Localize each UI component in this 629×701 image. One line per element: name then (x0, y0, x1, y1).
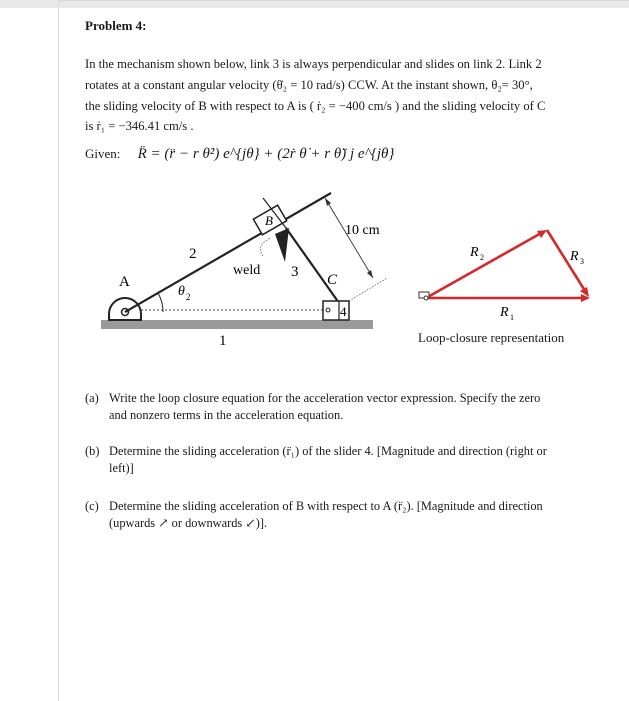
theta-arc (158, 293, 163, 312)
question-a-line-1: Write the loop closure equation for the acceleration vector expression. Specify the zero (109, 391, 541, 405)
ground (101, 320, 373, 329)
dimension-extension (349, 278, 387, 301)
weld-wedge (275, 228, 289, 262)
problem-title: Problem 4: (85, 18, 147, 33)
label-r2: R (470, 245, 479, 260)
question-c-line-1: Determine the sliding acceleration of B with respect to A (r̈₂). [Magnitude and direction (109, 499, 543, 513)
question-a-line-2: and nonzero terms in the acceleration equation. (109, 408, 344, 422)
question-c (85, 498, 615, 532)
label-dimension: 10 cm (345, 223, 380, 238)
given-equation-row (85, 146, 394, 163)
label-r1-sub: 1 (510, 313, 514, 322)
question-c-line-2: (upwards ↗ or downwards ↙)]. (109, 516, 268, 530)
loop-closure-caption: Loop-closure representation (418, 330, 565, 345)
link-2 (125, 193, 331, 312)
dimension-arrow-top (325, 198, 331, 206)
question-c-label: (c) (85, 499, 99, 513)
label-link-2: 2 (189, 246, 197, 262)
problem-statement (85, 54, 605, 137)
statement-line-1: In the mechanism shown below, link 3 is always perpendicular and slides on link 2. Link 2 (85, 57, 542, 71)
label-link-4: 4 (340, 304, 347, 319)
label-link-3: 3 (291, 264, 299, 280)
dimension-arrow-bottom (367, 270, 373, 278)
weld-leader (260, 238, 271, 256)
statement-line-2: rotates at a constant angular velocity (θ̇₂ = 10 rad/s) CCW. At the instant shown, θ₂= 30°, (85, 77, 533, 92)
label-theta: θ (178, 284, 185, 299)
label-link-1: 1 (219, 333, 227, 349)
vector-r2 (426, 232, 543, 298)
label-r1: R (500, 305, 509, 320)
label-a: A (119, 274, 130, 290)
question-b-line-1: Determine the sliding acceleration (r̈₁) of the slider 4. [Magnitude and direction (right or (109, 444, 547, 458)
label-r3-sub: 3 (580, 257, 584, 266)
question-b-line-2: left)] (109, 461, 134, 475)
statement-line-3: the sliding velocity of B with respect to A is ( ṙ₂ = −400 cm/s ) and the sliding velocity of C (85, 98, 546, 113)
label-theta-sub: 2 (186, 292, 191, 302)
ground-pin (424, 296, 428, 300)
question-a (85, 390, 615, 424)
label-r2-sub: 2 (480, 253, 484, 262)
question-b (85, 443, 615, 477)
given-label: Given: (85, 146, 121, 161)
question-a-label: (a) (85, 391, 99, 405)
pin-c (326, 308, 330, 312)
loop-closure-diagram (419, 230, 590, 322)
label-weld: weld (233, 263, 261, 278)
dimension-line (325, 198, 373, 278)
label-c: C (327, 272, 338, 288)
label-r3: R (570, 249, 579, 264)
label-b: B (265, 213, 273, 228)
vector-r1-head (581, 294, 590, 302)
statement-line-4: is ṙ₁ = −346.41 cm/s . (85, 119, 194, 134)
question-b-label: (b) (85, 444, 100, 458)
given-equation: R̈ = (r̈ − r θ̇²) e^{jθ} + (2ṙ θ̇ + r θ̈) j e^{jθ} (137, 146, 395, 162)
